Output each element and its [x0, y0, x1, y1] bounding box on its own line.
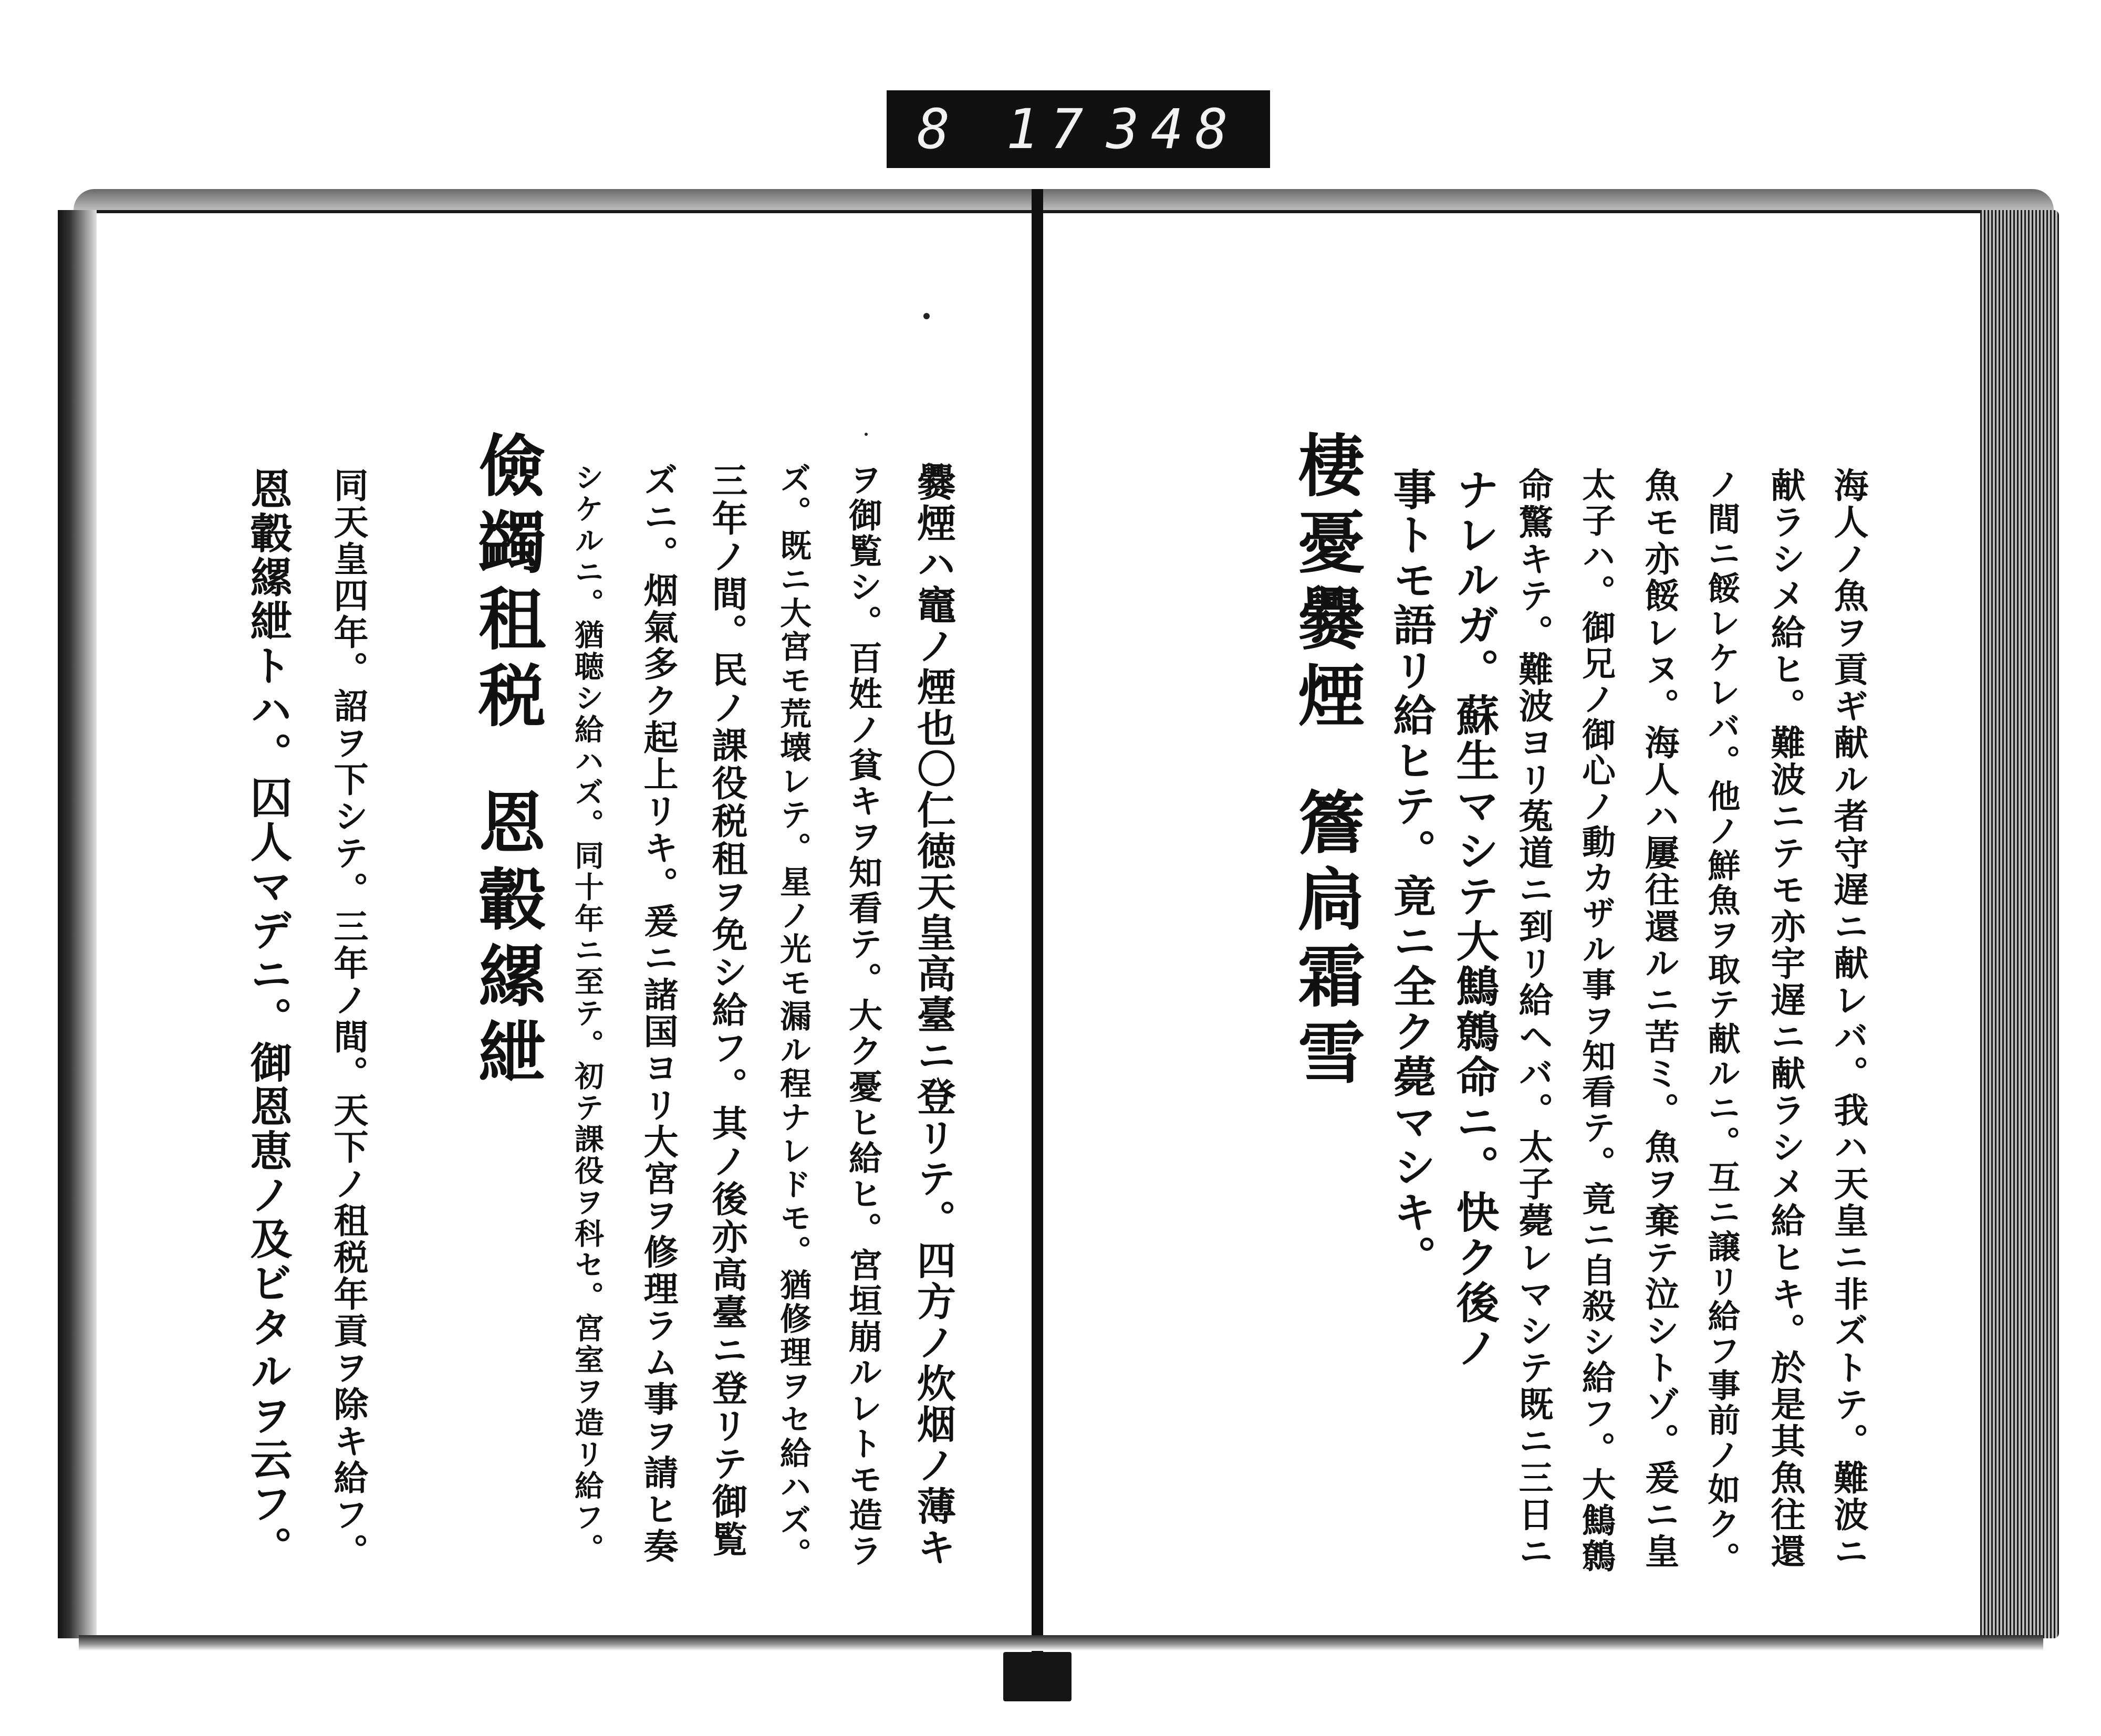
- left-page-line-1: 爨煙ハ竈ノ煙也〇仁徳天皇高臺ニ登リテ。四方ノ炊烟ノ薄キ: [911, 462, 956, 1568]
- shelf-mark-left: 8 17: [917, 97, 1095, 161]
- left-page: [58, 210, 1040, 1638]
- right-heading-bottom: 簷扃霜雪: [1286, 788, 1365, 1094]
- left-page-line-5: ズニ。烟氣多ク起上リキ。爰ニ諸国ヨリ大宮ヲ修理ラム事ヲ請ヒ奏: [638, 462, 679, 1565]
- right-page-line-7: ナレルガ。蘇生マシテ大鷦鷯命ニ。快ク後ノ: [1449, 467, 1500, 1371]
- right-heading-top: 棲憂爨煙: [1286, 431, 1365, 737]
- right-page-line-4: 魚モ亦餒レヌ。海人ハ屢往還ルニ苦ミ。魚ヲ棄テ泣シトゾ。爰ニ皇: [1639, 467, 1680, 1570]
- right-page-line-2: 献ラシメ給ヒ。難波ニテモ亦宇遅ニ献ラシメ給ヒキ。於是其魚往還: [1765, 467, 1806, 1570]
- page-stack-edges: [1980, 210, 2059, 1638]
- right-page-line-6: 命驚キテ。難波ヨリ菟道ニ到リ給ヘバ。太子薨レマシテ既ニ三日ニ: [1513, 467, 1554, 1570]
- ink-speck: [923, 313, 930, 319]
- shelf-mark-label: [887, 90, 1270, 168]
- left-cover-edge: [58, 210, 97, 1638]
- left-page-line-4: 三年ノ間。民ノ課役税租ヲ免シ給フ。其ノ後亦高臺ニ登リテ御覧: [706, 462, 748, 1559]
- right-page-line-8: 事トモ語リ給ヒテ。竟ニ全ク薨マシキ。: [1386, 467, 1437, 1280]
- page-bottom-edge: [79, 1635, 2043, 1651]
- shelf-mark-right: 348: [1106, 97, 1240, 161]
- book-gutter: [1032, 189, 1043, 1701]
- left-heading-bottom: 恩轂縲紲: [467, 788, 546, 1094]
- open-book: [58, 189, 2069, 1701]
- right-page-line-3: ノ間ニ餒レケレバ。他ノ鮮魚ヲ取テ献ルニ。互ニ譲リ給フ事前ノ如ク。: [1702, 467, 1741, 1576]
- right-page-line-5: 太子ハ。御兄ノ御心ノ動カザル事ヲ知看テ。竟ニ自殺シ給フ。大鷦鷯: [1576, 467, 1616, 1574]
- gutter-foot: [1003, 1652, 1072, 1701]
- left-page-line-7: 同天皇四年。詔ヲ下シテ。三年ノ間。天下ノ租税年貢ヲ除キ給フ。: [328, 467, 369, 1570]
- right-page-line-1: 海人ノ魚ヲ貢ギ献ル者守遅ニ献レバ。我ハ天皇ニ非ズトテ。難波ニ: [1828, 467, 1869, 1570]
- left-page-line-2: ヲ御覧シ。百姓ノ貧キヲ知看テ。大ク憂ヒ給ヒ。宮垣崩ルレトモ造ラ: [843, 462, 882, 1569]
- left-page-line-3: ズ。既ニ大宮モ荒壊レテ。星ノ光モ漏ル程ナレドモ。猶修理ヲセ給ハズ。: [775, 462, 812, 1571]
- left-page-line-8: 恩轂縲紲トハ。囚人マデニ。御恩恵ノ及ビタルヲ云フ。: [243, 467, 293, 1570]
- left-heading-top: 儉蠲租税: [467, 431, 546, 737]
- left-page-line-6: シケルニ。猶聴シ給ハズ。同十年ニ至テ。初テ課役ヲ科セ。宮室ヲ造リ給フ。: [570, 462, 605, 1565]
- ink-speck: [865, 433, 868, 436]
